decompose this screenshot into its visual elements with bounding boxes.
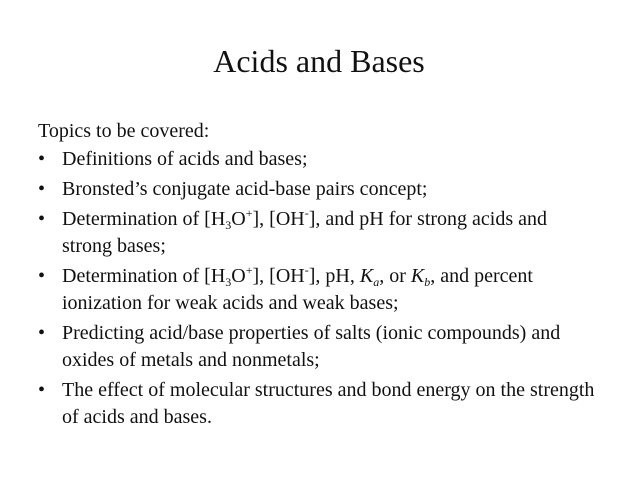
list-item <box>38 206 598 260</box>
superscript: + <box>245 206 253 220</box>
topics-list <box>38 146 598 431</box>
superscript: + <box>245 263 253 277</box>
superscript: - <box>304 263 309 277</box>
list-item-text: Definitions of acids and bases; <box>62 148 308 170</box>
kb-subscript: b <box>424 275 431 289</box>
text-segment: ], [OH <box>252 265 305 287</box>
list-item <box>38 146 598 173</box>
bullet-icon: • <box>38 148 46 170</box>
text-segment: Determination of [H <box>62 208 226 230</box>
slide-title: Acids and Bases <box>213 43 425 79</box>
list-item-text: Bronsted’s conjugate acid-base pairs concept; <box>62 178 428 200</box>
superscript: - <box>304 206 309 220</box>
slide-body <box>38 118 598 434</box>
bullet-icon: • <box>38 208 46 230</box>
bullet-icon: • <box>38 322 46 344</box>
list-item-text <box>62 265 533 314</box>
text-segment: ], and pH for strong acids and strong bases; <box>62 208 548 257</box>
list-item <box>38 377 598 431</box>
bullet-icon: • <box>38 379 46 401</box>
subscript: 3 <box>225 275 232 289</box>
text-segment: O <box>231 265 246 287</box>
subscript: 3 <box>225 218 232 232</box>
bullet-icon: • <box>38 178 46 200</box>
subscript <box>373 275 379 289</box>
list-item <box>38 176 598 203</box>
text-segment: O <box>231 208 246 230</box>
list-item <box>38 320 598 374</box>
list-item-text <box>62 208 547 257</box>
text-segment: , and percent ionization for weak acids and weak bases; <box>62 265 533 314</box>
list-item <box>38 263 598 317</box>
kb-symbol: K <box>410 265 425 287</box>
list-item-text: The effect of molecular structures and bond energy on the strength of acids and bases. <box>62 379 595 428</box>
ka-symbol: K <box>359 265 374 287</box>
topics-intro: Topics to be covered: <box>38 120 210 142</box>
subscript <box>424 275 430 289</box>
ka-subscript: a <box>373 275 380 289</box>
text-segment: ], pH, <box>308 265 360 287</box>
bullet-icon: • <box>38 265 46 287</box>
text-segment: ], [OH <box>252 208 305 230</box>
text-segment: , or <box>379 265 411 287</box>
text-segment: Determination of [H <box>62 265 226 287</box>
list-item-text: Predicting acid/base properties of salts (ionic compounds) and oxides of metals and nonmetals; <box>62 322 561 371</box>
